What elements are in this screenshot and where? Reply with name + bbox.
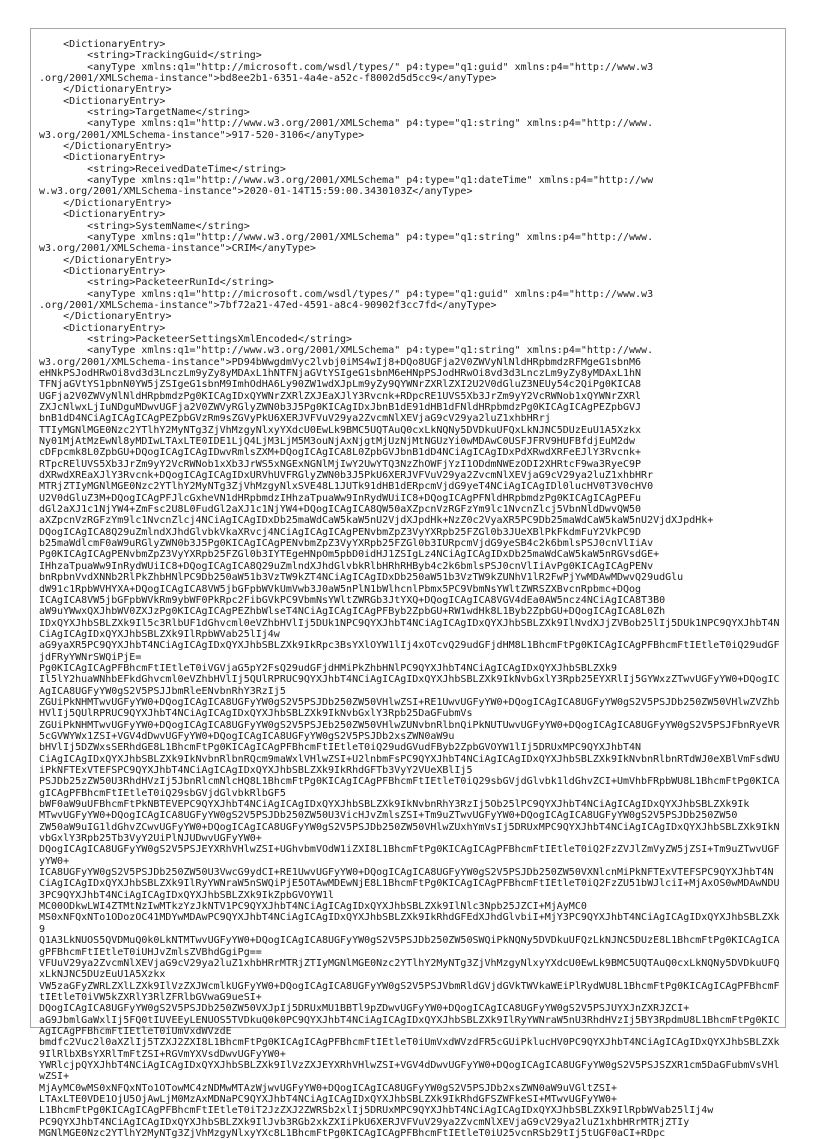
xml-line: <DictionaryEntry> — [39, 322, 166, 334]
xml-line: bnB1dD4NCiAgICAgICAgPEZpbGVzRm9sZGVyPkU6XERJVFVuV29ya2ZvcmNlXEVjaG9cV29ya2luZ1xhbHRrj — [39, 413, 551, 425]
xml-line: <anyType xmlns:q1="http://microsoft.com/wsdl/types/" p4:type="q1:guid" xmlns:p4="http://www.w3 — [39, 288, 654, 300]
xml-line: bHVlIj5DZWxsSERhdGE8L1BhcmFtPg0KICAgICAgPFBhcmFtIEtleT0iQ29udGVudFByb2ZpbGVOYW1lIj5DRUxMPC9QYXJhbT4N — [39, 742, 642, 754]
xml-line: w3.org/2001/XMLSchema-instance">CRIM</anyType> — [39, 243, 316, 255]
xml-line: <string>ReceivedDateTime</string> — [39, 163, 286, 175]
xml-line: <anyType xmlns:q1="http://microsoft.com/wsdl/types/" p4:type="q1:guid" xmlns:p4="http://www.w3 — [39, 61, 654, 73]
xml-line: DQogICAgICA8UGFyYW0gS2V5PSJDb250ZW50VXJpIj5DRUxMU1BBTl9pZDwvUGFyYW0+DQogICAgICA8UGFyYW0gS2V5PSJUYXJnZXRJZCI+ — [39, 1003, 690, 1015]
xml-line: .org/2001/XMLSchema-instance">bd8ee2b1-6351-4a4e-a52c-f8002d5d5cc9</anyType> — [39, 73, 497, 85]
xml-line: LTAxLTE0VDE1OjU5OjAwLjM0MzAxMDNaPC9QYXJhbT4NCiAgICAgIDxQYXJhbSBLZXk9IkRhdGFSZWFkeSI+MTwvUGFyYW0+ — [39, 1093, 617, 1105]
xml-line: aG9JbmlGaWxlIj5FQ0tIUVEEyLENUOS5TVDkuQ0k0PC9QYXJhbT4NCiAgICAgIDxQYXJhbSBLZXk9IlRyYWNraW5nU3RhdHVzIj5BY3RpdmU8L1BhcmFtPg0KICAgICAgPFBhcmFtIEtleT0iUmVxdWVzdE — [39, 1014, 780, 1037]
xml-line: <anyType xmlns:q1="http://www.w3.org/2001/XMLSchema" p4:type="q1:string" xmlns:p4="http://www. — [39, 118, 654, 130]
xml-line: UGFja2V0ZWVyNlNldHRpbmdzPg0KICAgIDxQYWNrZXRlZXJEaXJlY3Rvcnk+RDpcRE1UVS5Xb3JrZm9yY2VcRWNob1xQYWNrZXRl — [39, 390, 642, 402]
xml-line: MS0xNFQxNTo1ODozOC41MDYwMDAwPC9QYXJhbT4NCiAgICAgIDxQYXJhbSBLZXk9IkRhdGFEdXJhdGlvbiI+MjY3PC9QYXJhbT4NCiAgICAgIDxQYXJhbSBLZXk9 — [39, 912, 780, 935]
xml-line: Q1A3LkNUOS5QVDMuQ0k0LkNTMTwvUGFyYW0+DQogICAgICA8UGFyYW0gS2V5PSJDb250ZW50SWQiPkNQNy5DVDkuUFQzLkNJNC5DUzE8L1BhcmFtPg0KICAgICAgPFBhcmFtIEtleT0iUHJvZmlsZVBhdGgiPg== — [39, 935, 780, 958]
xml-line: Il5lY2huaWNhbEFkdGhvcml0eVZhbHVlIj5QUlRPRUC9QYXJhbT4NCiAgICAgIDxQYXJhbSBLZXk9IkNvbGxlY3Rpb25EYXRlIj5GYWxzZTwvUGFyYW0+DQogICAgICA8UGFyYW0gS2V5PSJJbmRleENvbnRhY3RzIj5 — [39, 674, 780, 697]
xml-line: b25maWdlcmF0aW9uRGlyZWN0b3J5Pg0KICAgICAgPENvbmZpZ3VyYXRpb25FZGl0b3IURpcmVjdG9yeSB4c2k6bmlsPSJ0cnVlIiAv — [39, 538, 654, 550]
xml-line: VW5zaGFyZWRLZXlLZXk9IlVzZXJWcmlkUGFyYW0+DQogICAgICA8UGFyYW0gS2V5PSJVbmRldGVjdGVkTWVkaWEiPlRydWU8L1BhcmFtPg0KICAgICAgPFBhcmFtIEtleT0iVW5kZXRlY3RlZFRlbGVwaG9ueSI+ — [39, 980, 780, 1003]
xml-line: ZGUiPkNHMTwvUGFyYW0+DQogICAgICA8UGFyYW0gS2V5PSJDb250ZW50VHlwZSI+RE1UwvUGFyYW0+DQogICAgICA8UGFyYW0gS2V5PSJDb250ZW50VHlwZVZhbHVlIj5QUlRPRUC9QYXJhbT4NCiAgICAgIDxQYXJhbSBLZXk9IkNvbGxlY3Rpb25DaGFubmVs — [39, 696, 780, 720]
xml-line: TTIyMGNlMGE0Nzc2YTlhY2MyNTg3ZjVhMzgyNlxyYXdcU0EwLk9BMC5UQTAuQ0cxLkNQNy5DVDkuUFQxLkNJNC5DUzEuU1A5Xzkx — [39, 424, 642, 436]
xml-line: bWF0aW9uUFBhcmFtPkNBTEVEPC9QYXJhbT4NCiAgICAgIDxQYXJhbSBLZXk9IkNvbnRhY3RzIj5Ob25lPC9QYXJhbT4NCiAgICAgIDxQYXJhbSBLZXk9Ik — [39, 799, 750, 811]
xml-line: eHNkPSJodHRwOi8vd3d3LnczLm9yZy8yMDAxL1hNTFNjaGVtYSIgeG1sbnM6eHNpPSJodHRwOi8vd3d3LnczLm9yZy8yMDAxL1hN — [39, 367, 642, 379]
xml-line: w3.org/2001/XMLSchema-instance">917-520-3106</anyType> — [39, 129, 365, 141]
xml-line: Pg0KICAgICAgPFBhcmFtIEtleT0iVGVjaG5pY2FsQ29udGFjdHMiPkZhbHNlPC9QYXJhbT4NCiAgICAgIDxQYXJhbSBLZXk9 — [39, 662, 617, 674]
xml-line: <DictionaryEntry> — [39, 152, 166, 164]
xml-line: U2V0dGluZ3M+DQogICAgPFJlcGxheVN1dHRpbmdzIHhzaTpuaWw9InRydWUiIC8+DQogICAgPFNldHRpbmdzPg0KICAgICAgPEFu — [39, 492, 642, 504]
xml-line: RTpcRElUVS5Xb3JrZm9yY2VcRWNob1xXb3JrWS5xNGExNGNlMjIwY2UwYTQ3NzZhOWFjYzI1ODdmNWEzODI2XHRtcF9wa3RyeC9P — [39, 458, 642, 470]
xml-line: <DictionaryEntry> — [39, 95, 166, 107]
xml-line: <string>SystemName</string> — [39, 220, 250, 232]
xml-line: VFUuV29ya2ZvcmNlXEVjaG9cV29ya2luZ1xhbHRrMTRjZTIyMGNlMGE0Nzc2YTlhY2MyNTg3ZjVhMzgyNlxyYXdcU0EwLk9BMC5UQTAuQ0cxLkNQNy5DVDkuUFQxLkNJNC5DUzEuU1A5Xzkx — [39, 957, 780, 981]
xml-line: <anyType xmlns:q1="http://www.w3.org/2001/XMLSchema" p4:type="q1:string" xmlns:p4="http://www. — [39, 345, 654, 357]
xml-line: </DictionaryEntry> — [39, 141, 172, 153]
xml-line: aG9yaXR5PC9QYXJhbT4NCiAgICAgIDxQYXJhbSBLZXk9IkRpc3BsYXlOYW1lIj4xOTcvQ29udGFjdHM8L1BhcmFtPg0KICAgICAgPFBhcmFtIEtleT0iQ29udGFjdFRyYWNrSWQiPjE= — [39, 640, 780, 663]
xml-line: ZGUiPkNHMTwvUGFyYW0+DQogICAgICA8UGFyYW0gS2V5PSJEb250ZW50VHlwZUNvbnRlbnQiPkNUTUwvUGFyYW0+DQogICAgICA8UGFyYW0gS2V5PSJFbnRyeVR5cGVWYWx1ZSI+VGV4dDwvUGFyYW0+DQogICAgICA8UGFyYW0gS2V5PSJDb2xsZWN0aW9u — [39, 719, 780, 742]
xml-line: dXRwdXREaXJlY3Rvcnk+DQogICAgICAgIDxURVhUVFRGlyZWN0b3J5PkU6XERJVFVuV29ya2ZvcmNlXEVjaG9cV29ya2luZ1xhbHRr — [39, 470, 654, 482]
xml-line: ZW50aW9uIG1ldGhvZCwvUGFyYW0+DQogICAgICA8UGFyYW0gS2V5PSJDb250ZW50VHlwZUxhYmVsIj5DRUxMPC9QYXJhbT4NCiAgICAgIDxQYXJhbSBLZXk9IkNvbGxlY3Rpb25Tb3VyY2UiPlNJUDwvUGFyYW0+ — [39, 821, 780, 845]
xml-line: <anyType xmlns:q1="http://www.w3.org/2001/XMLSchema" p4:type="q1:dateTime" xmlns:p4="http://ww — [39, 175, 654, 187]
xml-line: DQogICAgICA8UGFyYW0gS2V5PSJEYXRhVHlwZSI+UGhvbmVOdW1iZXI8L1BhcmFtPg0KICAgICAgPFBhcmFtIEtleT0iQ2FzZVJlZmVyZW5jZSI+Tm9uZTwvUGFyYW0+ — [39, 844, 780, 867]
xml-line: MTwvUGFyYW0+DQogICAgICA8UGFyYW0gS2V5PSJDb250ZW50U3VicHJvZmlsZSI+Tm9uZTwvUGFyYW0+DQogICAgICA8UGFyYW0gS2V5PSJDb250ZW50 — [39, 810, 738, 822]
xml-line: </DictionaryEntry> — [39, 311, 172, 323]
xml-line: </DictionaryEntry> — [39, 254, 172, 266]
xml-line: MTRjZTIyMGNlMGE0Nzc2YTlhY2MyNTg3ZjVhMzgyNlxSVE48L1JUTk91dHB1dERpcmVjdG9yeT4NCiAgICAgIDl0lucHV0T3V0cHV0 — [39, 481, 654, 493]
xml-line: DQogICAgICA8Q29uZmlndXJhdGlvbkVkaXRvcj4NCiAgICAgICAgPENvbmZpZ3VyYXRpb25FZGl0b3JUeXBlPkFkdmFuY2VkPC9D — [39, 526, 642, 538]
xml-line: dGl2aXJ1c1NjYW4+ZmFsc2U8L0FudGl2aXJ1c1NjYW4+DQogICAgICA8QW50aXZpcnVzRGFzYm9lc1NvcnZlcj5VbnNldDwvQW50 — [39, 504, 642, 516]
xml-line: CiAgICAgIDxQYXJhbSBLZXk9IlRyYWNraW5nSWQiPjE5OTAwMDEwNjE8L1BhcmFtPg0KICAgICAgPFBhcmFtIEtleT0iQ2FzZU51bWJlciI+MjAxOS0wMDAwNDU3PC9QYXJhbT4NCiAgICAgIDxQYXJhbSBLZXk9IkZpbGVOYW1l — [39, 878, 780, 901]
xml-line: ICAgICA8VW5jbGFpbWVkRm9ybWF0PkRpc2FibGVkPC9VbmNsYWltZWRGb3JtYXQ+DQogICAgICA8VGV4dEa0AW5ncz4NCiAgICA8T3B0 — [39, 594, 666, 606]
xml-line: <string>TrackingGuid</string> — [39, 50, 262, 62]
xml-line: </DictionaryEntry> — [39, 84, 172, 96]
xml-line: Pg0KICAgICAgPENvbmZpZ3VyYXRpb25FZGl0b3IYTEgeHNpOm5pbD0idHJ1ZSIgLz4NCiAgICAgIDxDb25maWdCaW5kaW5nRGVsdGE+ — [39, 549, 660, 561]
xml-line: IDxQYXJhbSBLZXk9Il5c3RlbUF1dGhvcml0eVZhbHVlIj5DUk1NPC9QYXJhbT4NCiAgICAgIDxQYXJhbSBLZXk9IlNvdXJjZVBob25lIj5DUk1NPC9QYXJhbT4NCiAgICAgIDxQYXJhbSBLZXk9IlRpbWVab25lIj4w — [39, 617, 780, 640]
xml-line: aXZpcnVzRGFzYm9lc1NvcnZlcj4NCiAgICAgIDxDb25maWdCaW5kaW5nU2VjdXJpdHk+NzZ0c2VyaXR5PC9Db25maWdCaW5kaW5nU2VjdXJpdHk+ — [39, 515, 714, 527]
xml-line: <string>PacketeerRunId</string> — [39, 277, 274, 289]
xml-line: Ny01MjAtMzEwNl8yMDIwLTAxLTE0IDE1LjQ4LjM3LjM5M3ouNjAxNjgtMjUzNjMtNGUzYi0wMDAwC0USFJFRV9HUFBfdjEuM2dw — [39, 436, 636, 448]
xml-line: bmdfc2Vuc2l0aXZlIj5TZXJ2ZXI8L1BhcmFtPg0KICAgICAgPFBhcmFtIEtleT0iUmVxdWVzdFR5cGUiPklucHV0PC9QYXJhbT4NCiAgICAgIDxQYXJhbSBLZXk9IlRlbXBsYXRlTmFtZSI+RGVmYXVsdDwvUGFyYW0+ — [39, 1037, 780, 1060]
xml-line: <string>PacketeerSettingsXmlEncoded</string> — [39, 333, 353, 345]
xml-line: <anyType xmlns:q1="http://www.w3.org/2001/XMLSchema" p4:type="q1:string" xmlns:p4="http://www. — [39, 231, 654, 243]
xml-line: cDFpcmk8L0ZpbGU+DQogICAgICAgIDwvRmlsZXM+DQogICAgICA8L0ZpbGVJbnB1dD4NCiAgICAgIDxPdXRwdXRFeEJlY3Rvcnk+ — [39, 447, 642, 459]
xml-line: MGNlMGE0Nzc2YTlhY2MyNTg3ZjVhMzgyNlxyYXc8L1BhcmFtPg0KICAgICAgPFBhcmFtIEtleT0iU25vcnRSb29tIj5tUGF0aCI+RDpc — [39, 1128, 666, 1139]
xml-line: IHhzaTpuaWw9InRydWUiIC8+DQogICAgICA8Q29uZmlndXJhdGlvbkRlbHRhRHByb4c2k6bmlsPSJ0cnVlIiAvPg0KICAgICAgPENv — [39, 560, 654, 572]
xml-line: <DictionaryEntry> — [39, 209, 166, 221]
xml-line: dW91c1RpbWVHYXA+DQogICAgICA8VW5jbGFpbWVkUmVwb3J0aW5nPlN1bWlhcnlPbmx5PC9VbmNsYWltZWRSZXBvcnRpbmc+DQog — [39, 583, 642, 595]
xml-line: PC9QYXJhbT4NCiAgICAgIDxQYXJhbSBLZXk9IlJvb3RGb2xkZXIiPkU6XERJVFVuV29ya2ZvcmNlXEVjaG9cV29ya2luZ1xhbHRrMTRjZTIy — [39, 1116, 690, 1128]
xml-line: PSJDb25zZW50U3RhdHVzIj5JbnRlcmNlcHQ8L1BhcmFtPg0KICAgICAgPFBhcmFtIEtleT0iQ29sbGVjdGlvbk1ldGhvZCI+UmVhbFRpbWU8L1BhcmFtPg0KICAgICAgPFBhcmFtIEtleT0iQ29sbGVjdGlvbkRlbGF5 — [39, 776, 780, 799]
xml-line: ZXJcNlwxLjIuNDguMDwvUGFja2V0ZWVyRGlyZWN0b3J5Pg0KICAgIDxJbnB1dE91dHB1dFNldHRpbmdzPg0KICAgICAgPEZpbGVJ — [39, 402, 642, 413]
xml-document-body — [31, 29, 785, 1139]
xml-line: w.w3.org/2001/XMLSchema-instance">2020-01-14T15:59:00.3430103Z</anyType> — [39, 186, 473, 198]
xml-line: YWRlcjpQYXJhbT4NCiAgICAgIDxQYXJhbSBLZXk9IlVzZXJEYXRhVHlwZSI+VGV4dDwvUGFyYW0+DQogICAgICA8UGFyYW0gS2V5PSJSZXR1cm5DaGFubmVsVHlwZSI+ — [39, 1059, 780, 1083]
xml-line: L1BhcmFtPg0KICAgICAgPFBhcmFtIEtleT0iT2JzZXJ2ZWRSb2xlIj5DRUxMPC9QYXJhbT4NCiAgICAgIDxQYXJhbSBLZXk9IlRpbWVab25lIj4w — [39, 1105, 714, 1117]
xml-line: TFNjaGVtYS1pbnN0YW5jZSIgeG1sbnM9ImhOdHA6Ly90ZW1wdXJpLm9yZy9QYWNrZXRlZXI2U2V0dGluZ3NEUy54c2QiPg0KICA8 — [39, 379, 642, 391]
xml-line: aW9uYWwxQXJhbWV0ZXJzPg0KICAgICAgPEZhbWlseT4NCiAgICAgICAgPFByb2ZpbGU+RW1wdHk8L1Byb2ZpbGU+DQogICAgICA8L0Zh — [39, 606, 666, 618]
xml-line: bnRpbnVvdXNNb2RlPkZhbHNlPC9Db250aW51b3VzTW9kZT4NCiAgICAgIDxDb250aW51b3VzTW9kZUNhV1lR2FwPjYwMDAwMDwvQ29udGlu — [39, 572, 684, 584]
xml-line: .org/2001/XMLSchema-instance">7bf72a21-47ed-4591-a8c4-90902f3cc7fd</anyType> — [39, 299, 497, 311]
xml-line: ICA8UGFyYW0gS2V5PSJDb250ZW50U3VwcG9ydCI+RE1UwvUGFyYW0+DQogICAgICA8UGFyYW0gS2V5PSJDb250ZW50VXNlcnMiPkNFTExVTEFSPC9QYXJhbT4N — [39, 867, 774, 879]
xml-line: <DictionaryEntry> — [39, 265, 166, 277]
xml-line: <DictionaryEntry> — [39, 39, 166, 50]
xml-line: <string>TargetName</string> — [39, 107, 250, 119]
xml-document-frame — [30, 28, 786, 1139]
xml-line: MjAyMC0wMS0xNFQxNTo1OTowMC4zNDMwMTAzWjwvUGFyYW0+DQogICAgICA8UGFyYW0gS2V5PSJDb2xsZWN0aW9uVGltZSI+ — [39, 1082, 617, 1094]
xml-line: w3.org/2001/XMLSchema-instance">PD94bWwgdmVyc2lvbj0iMS4wIj8+DQo8UGFja2V0ZWVyNlNldHRpbmdzRFMgeG1sbnM6 — [39, 356, 642, 368]
xml-line: CiAgICAgIDxQYXJhbSBLZXk9IkNvbnRlbnRQcm9maWxlVHlwZSI+U2lnbmFsPC9QYXJhbT4NCiAgICAgIDxQYXJhbSBLZXk9IkNvbnRlbnRTdWJ0eXBlVmFsdWUiPkNFTExVTEFSPC9QYXJhbT4NCiAgICAgIDxQYXJhbSBLZXk9IkRhdGFTb3VyY2VUeXBlIj5 — [39, 753, 780, 776]
xml-line: </DictionaryEntry> — [39, 197, 172, 209]
xml-line: MC00ODkwLWI4ZTMtNzIwMTkzYzJkNTV1PC9QYXJhbT4NCiAgICAgIDxQYXJhbSBLZXk9IlNlc3Npb25JZCI+MjAyMC0 — [39, 901, 587, 913]
